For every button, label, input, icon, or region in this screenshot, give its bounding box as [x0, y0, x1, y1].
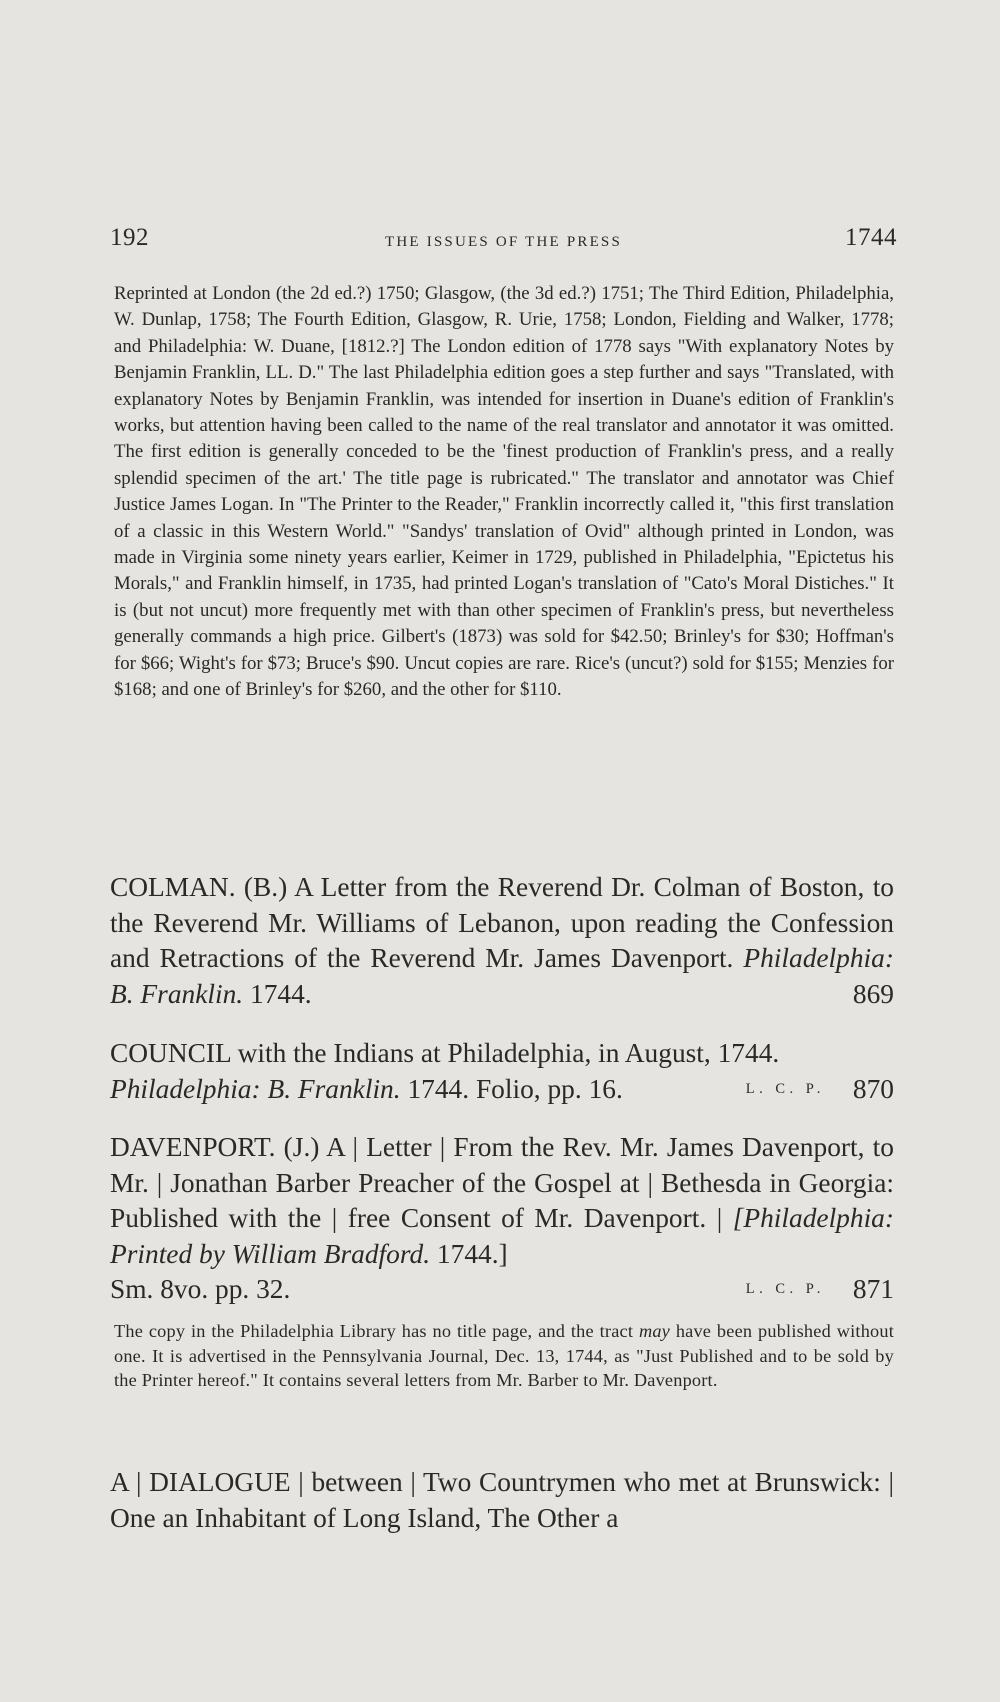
entry-details: 1744. Folio, pp. 16. [407, 1073, 623, 1104]
entry-title-part: free Consent of Mr. Davenport. [347, 1203, 707, 1233]
entry-title-part: DIALOGUE [149, 1467, 291, 1497]
entry-note-text: The copy in the Philadelphia Library has no title page, and the tract [114, 1321, 634, 1341]
entry-format: Sm. 8vo. pp. 32. [110, 1274, 291, 1304]
entry-imprint: [Philadelphia: Printed by William Bradford. [110, 1203, 894, 1269]
entry-imprint: Philadelphia: B. Franklin. [110, 1073, 401, 1104]
running-head [110, 224, 897, 264]
entry-title-part: between [311, 1467, 403, 1497]
entry-note-emphasis: may [638, 1321, 670, 1341]
entry-format-line [110, 1272, 894, 1308]
running-year: 1744 [845, 224, 897, 251]
entry-imprint: Philadelphia: B. Franklin. [110, 943, 894, 1009]
entry-note-text: have been published without one. It is advertised in the Pennsylvania Journal, Dec. 13, 1744, as "Just Published and to be sold by the Printer hereof." It contains several letters from Mr. Barber to Mr. Davenport. [114, 1321, 894, 1390]
line-break-mark: | [331, 1203, 338, 1233]
entry-title-part: DAVENPORT. (J.) A [110, 1132, 345, 1162]
entry-title: COLMAN. (B.) A Letter from the Reverend Dr. Colman of Boston, to the Reverend Mr. Williams of Lebanon, upon reading the Confession and Retractions of the Reverend Mr. James Davenport. [110, 872, 894, 973]
entry-davenport [110, 1130, 894, 1308]
entry-title-part: Letter [366, 1132, 432, 1162]
entry-colman [110, 870, 894, 1012]
line-break-mark: | [716, 1203, 723, 1233]
location-code: L. C. P. [745, 1080, 825, 1097]
line-break-mark: | [135, 1467, 142, 1497]
entry-number: 871 [852, 1274, 894, 1304]
entry-dialogue [110, 1465, 894, 1536]
bibliographic-note: Reprinted at London (the 2d ed.?) 1750; Glasgow, (the 3d ed.?) 1751; The Third Edition, Philadelphia, W. Dunlap, 1758; The Fourth Edition, Glasgow, R. Urie, 1758; London, Fielding and Walker, 1778; and Philadelphia: W. Duane, [1812.?] The London edition of 1778 says "With explanatory Notes by Benjamin Franklin, LL. D." The last Philadelphia edition goes a step further and says "Translated, with explanatory Notes by Benjamin Franklin, was intended for insertion in Duane's edition of Franklin's works, but attention having been called to the name of the real translator and annotator it was omitted. The first edition is generally conceded to be the 'finest production of Franklin's press, and a really splendid specimen of the art.' The title page is rubricated." The translator and annotator was Chief Justice James Logan. In "The Printer to the Reader," Franklin incorrectly called it, "this first translation of a classic in this Western World." "Sandys' translation of Ovid" although printed in London, was made in Virginia some ninety years earlier, Keimer in 1729, published in Philadelphia, "Epictetus his Morals," and Franklin himself, in 1735, had printed Logan's translation of "Cato's Moral Distiches." It is (but not uncut) more frequently met with than other specimen of Franklin's press, but nevertheless generally commands a high price. Gilbert's (1873) was sold for $42.50; Brinley's for $30; Hoffman's for $66; Wight's for $73; Bruce's $90. Uncut copies are rare. Rice's (uncut?) sold for $155; Menzies for $168; and one of Brinley's for $260, and the other for $110. [114, 283, 894, 701]
location-code: L. C. P. [745, 1281, 825, 1297]
line-break-mark: | [352, 1132, 359, 1162]
entry-imprint-line [110, 1072, 894, 1108]
entry-title-part: Jonathan Barber Preacher of the Gospel at [170, 1167, 640, 1198]
entry-title-part: Two Countrymen who met at Brunswick: [423, 1467, 881, 1497]
entry-number: 870 [852, 1073, 894, 1104]
line-break-mark: | [156, 1167, 163, 1198]
entry-year: 1744.] [436, 1238, 508, 1269]
entry-year: 1744. [250, 978, 312, 1009]
line-break-mark: | [298, 1467, 304, 1497]
entry-title-part: From the Rev. Mr. James Davenport, to Mr. [110, 1132, 894, 1198]
entry-note [114, 1319, 894, 1393]
line-break-mark: | [647, 1167, 653, 1198]
line-break-mark: | [439, 1132, 446, 1162]
line-break-mark: | [410, 1467, 416, 1497]
line-break-mark: | [888, 1467, 895, 1497]
entry-number: 869 [852, 978, 894, 1009]
entry-title-part: Bethesda in Georgia: Published with the [110, 1167, 894, 1233]
page-number: 192 [110, 224, 149, 251]
entry-council [110, 1036, 894, 1107]
entry-title-part: A [110, 1467, 129, 1497]
entry-title: COUNCIL with the Indians at Philadelphia, in August, 1744. [110, 1038, 780, 1068]
entry-title-part: One an Inhabitant of Long Island, The Other a [110, 1502, 619, 1533]
running-title: THE ISSUES OF THE PRESS [384, 234, 623, 250]
